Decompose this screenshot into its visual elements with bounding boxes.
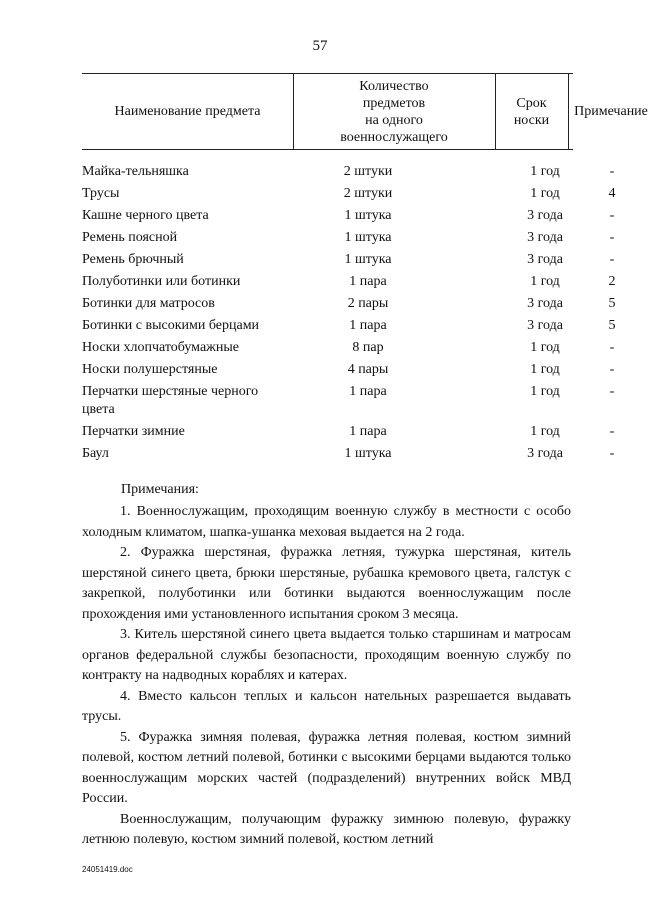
note-paragraph: 3. Китель шерстяной синего цвета выдается только старшинам и матросам органов федеральной службы безопасности, проходящим военную службу по контракту на надводных кораблях и катерах.	[82, 627, 571, 683]
item-quantity: 1 пара	[349, 274, 387, 289]
table-row	[82, 383, 615, 423]
item-name: Перчатки шерстяные черного цвета	[82, 384, 259, 417]
item-name: Носки полушерстяные	[82, 362, 218, 377]
item-name: Ремень брючный	[82, 252, 184, 267]
item-term: 3 года	[527, 230, 563, 245]
item-term: 3 года	[527, 208, 563, 223]
item-quantity: 8 пар	[352, 340, 384, 355]
header-term	[495, 74, 569, 149]
item-note: -	[609, 446, 615, 461]
table-row	[82, 273, 616, 295]
table-row	[82, 207, 615, 229]
item-term: 1 год	[530, 340, 560, 355]
header-quantity-line: военнослужащего	[340, 129, 448, 145]
item-quantity: 2 пары	[347, 296, 389, 311]
item-name: Ремень поясной	[82, 230, 178, 245]
item-quantity: 1 штука	[344, 252, 392, 267]
item-term: 3 года	[527, 296, 563, 311]
item-term: 1 год	[530, 384, 560, 399]
item-quantity: 2 штуки	[343, 164, 393, 179]
item-note: -	[609, 230, 615, 245]
table-header	[82, 73, 648, 150]
item-quantity: 2 штуки	[343, 186, 393, 201]
document-filename: 24051419.doc	[82, 865, 133, 874]
page-number: 57	[312, 38, 328, 54]
header-name: Наименование предмета	[82, 74, 294, 149]
item-quantity: 1 штука	[344, 446, 392, 461]
item-term: 1 год	[530, 186, 560, 201]
table-row	[82, 317, 616, 339]
item-name: Трусы	[82, 186, 120, 201]
table-row	[82, 229, 615, 251]
table-row	[82, 361, 615, 383]
item-quantity: 1 пара	[349, 318, 387, 333]
item-name: Ботинки для матросов	[82, 296, 215, 311]
header-term-line: Срок	[516, 95, 547, 111]
header-note: Примечание	[574, 104, 648, 119]
note-paragraph: 1. Военнослужащим, проходящим военную службу в местности с особо холодным климатом, шапка-ушанка меховая выдается на 2 года.	[82, 504, 571, 540]
item-note: -	[609, 340, 615, 355]
item-note: -	[609, 208, 615, 223]
item-term: 3 года	[527, 446, 563, 461]
item-quantity: 1 пара	[349, 384, 387, 399]
note-paragraph: 5. Фуражка зимняя полевая, фуражка летняя полевая, костюм зимний полевой, костюм летний полевой, ботинки с высокими берцами выдаются только военнослужащим морских частей (подразделений) внутренних войск МВД России.	[82, 729, 571, 806]
note-paragraph: 4. Вместо кальсон теплых и кальсон нательных разрешается выдавать трусы.	[82, 688, 571, 724]
item-quantity: 1 штука	[344, 230, 392, 245]
item-name: Перчатки зимние	[82, 424, 185, 439]
table-row	[82, 339, 615, 361]
header-quantity-line: на одного	[365, 112, 423, 128]
item-term: 1 год	[530, 164, 560, 179]
header-quantity-line: Количество	[359, 78, 429, 94]
item-name: Майка-тельняшка	[82, 164, 189, 179]
notes-section	[82, 502, 571, 851]
item-term: 1 год	[530, 362, 560, 377]
item-note: 4	[608, 186, 616, 201]
items-table-body	[82, 163, 616, 467]
item-note: 5	[608, 318, 616, 333]
item-note: -	[609, 362, 615, 377]
table-row	[82, 445, 615, 467]
item-name: Кашне черного цвета	[82, 208, 209, 223]
item-note: -	[609, 164, 615, 179]
header-quantity	[293, 74, 496, 149]
item-quantity: 1 штука	[344, 208, 392, 223]
item-term: 1 год	[530, 274, 560, 289]
table-row	[82, 163, 615, 185]
item-term: 3 года	[527, 318, 563, 333]
item-note: -	[609, 384, 615, 399]
item-name: Баул	[82, 446, 109, 461]
item-note: -	[609, 252, 615, 267]
item-quantity: 4 пары	[347, 362, 389, 377]
notes-title: Примечания:	[121, 482, 199, 497]
header-term-line: носки	[513, 112, 550, 128]
item-name: Полуботинки или ботинки	[82, 274, 241, 289]
table-row	[82, 251, 615, 273]
item-name: Ботинки с высокими берцами	[82, 318, 260, 333]
note-paragraph: Военнослужащим, получающим фуражку зимнюю полевую, фуражку летнюю полевую, костюм зимний полевой, костюм летний	[82, 811, 571, 847]
table-row	[82, 423, 615, 445]
item-note: 5	[608, 296, 616, 311]
table-row	[82, 185, 616, 207]
header-quantity-line: предметов	[362, 95, 426, 111]
note-paragraph: 2. Фуражка шерстяная, фуражка летняя, тужурка шерстяная, китель шерстяной синего цвета, брюки шерстяные, рубашка кремового цвета, галстук с закрепкой, полуботинки или ботинки выдаются военнослужащим после прохождения ими установленного испытания сроком 3 месяца.	[82, 545, 571, 622]
table-row	[82, 295, 616, 317]
item-name: Носки хлопчатобумажные	[82, 340, 239, 355]
item-term: 1 год	[530, 424, 560, 439]
item-note: -	[609, 424, 615, 439]
item-term: 3 года	[527, 252, 563, 267]
item-note: 2	[608, 274, 616, 289]
item-quantity: 1 пара	[349, 424, 387, 439]
